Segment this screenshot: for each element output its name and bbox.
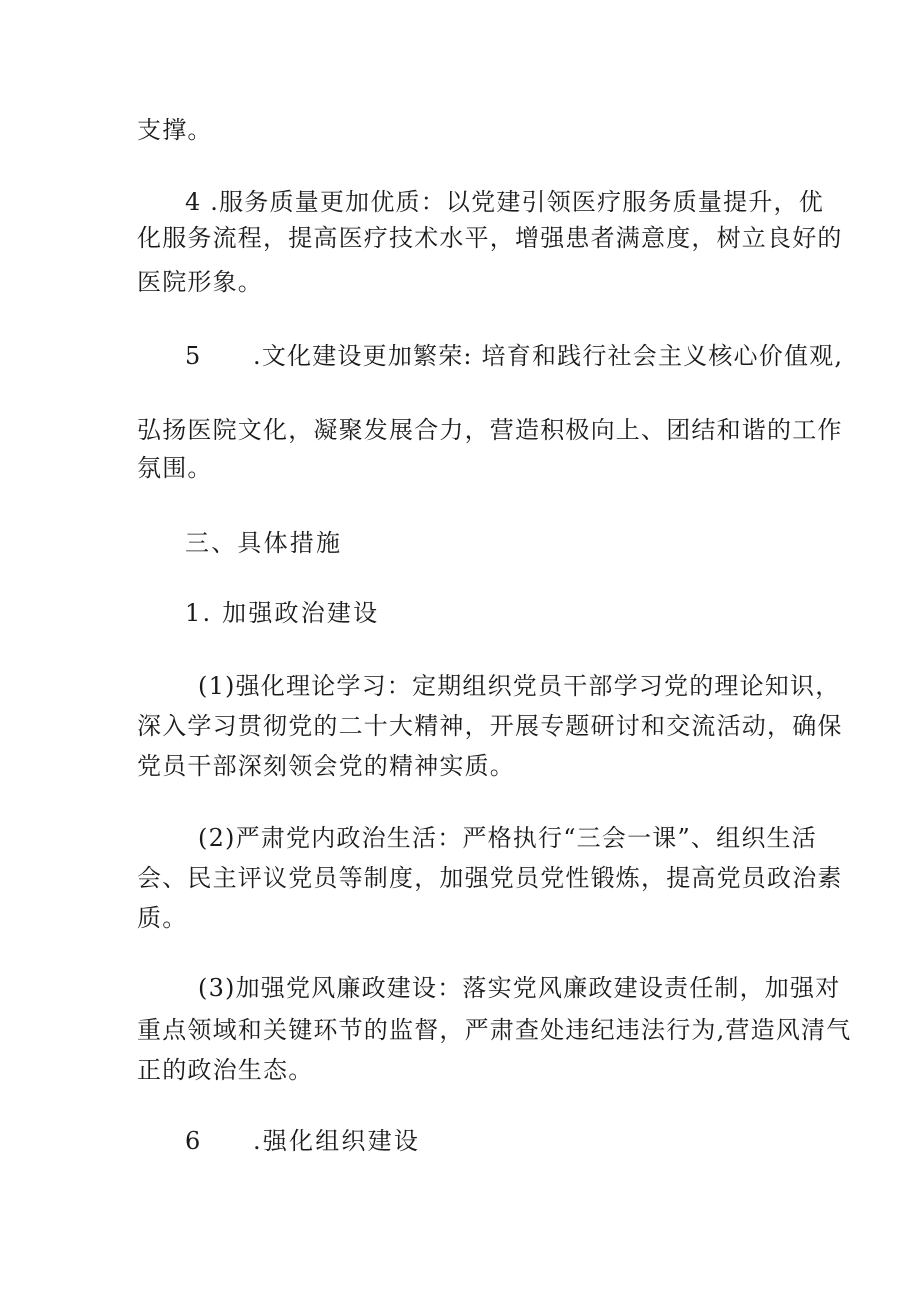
- goal-5-line-1: [185, 340, 843, 372]
- heading-6-text: .强化组织建设: [253, 1127, 421, 1155]
- goal-5-line-3: 氛围。: [137, 454, 213, 482]
- goal-4-line-3: 医院形象。: [137, 268, 263, 296]
- goal-4-line-2: 化服务流程，提高医疗技术水平，增强患者满意度，树立良好的: [137, 224, 843, 252]
- measure-1-line-2: 深入学习贯彻党的二十大精神，开展专题研讨和交流活动，确保: [137, 712, 843, 740]
- measure-3-line-1: (3)加强党风廉政建设：落实党风廉政建设责任制，加强对: [198, 974, 841, 1002]
- measure-2-line-2: 会、民主评议党员等制度，加强党员党性锻炼，提高党员政治素: [137, 864, 843, 892]
- section-heading-measures: 三、具体措施: [185, 529, 343, 557]
- goal-5-number: 5: [185, 342, 202, 370]
- heading-6-number: 6: [185, 1127, 203, 1155]
- measure-3-line-2: 重点领域和关键环节的监督，严肃查处违纪违法行为,营造风清气: [137, 1016, 852, 1044]
- measure-3-line-3: 正的政治生态。: [137, 1056, 314, 1084]
- measure-2-line-3: 质。: [137, 904, 188, 932]
- measure-2-line-1: (2)严肃党内政治生活：严格执行“三会一课”、组织生活: [198, 824, 817, 852]
- goal-5-text: .文化建设更加繁荣: 培育和践行社会主义核心价值观,: [253, 342, 844, 370]
- goal-5-line-2: 弘扬医院文化，凝聚发展合力，营造积极向上、团结和谐的工作: [137, 416, 843, 444]
- measure-1-line-3: 党员干部深刻领会党的精神实质。: [137, 752, 515, 780]
- subsection-heading-political: 1. 加强政治建设: [185, 599, 380, 627]
- paragraph-continuation: 支撑。: [137, 116, 213, 144]
- measure-1-line-1: (1)强化理论学习：定期组织党员干部学习党的理论知识，: [198, 672, 841, 700]
- goal-4-line-1: 4 .服务质量更加优质：以党建引领医疗服务质量提升，优: [185, 188, 824, 216]
- subsection-heading-organization: [185, 1125, 420, 1157]
